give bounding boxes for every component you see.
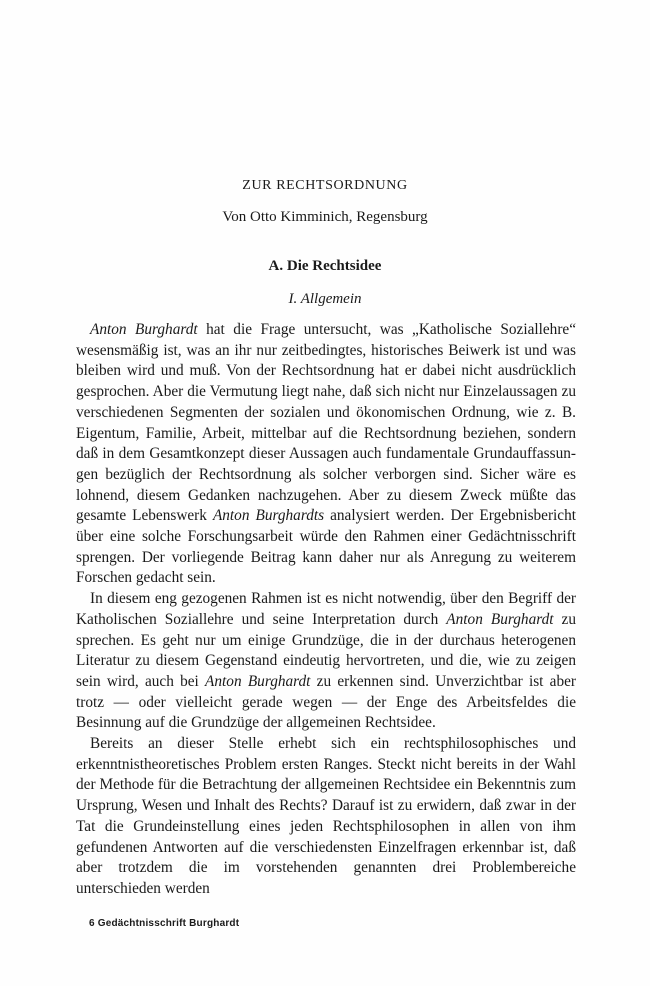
text-run: zu sprechen. Es geht nur um einige Grundzüge, die in der durchaus heterogenen Literatur zu diesem Gegenstand eindeutig hervortreten, und die, wie zu zeigen sein wird, auch bei — [76, 610, 576, 690]
author-line: Von Otto Kimminich, Regensburg — [222, 209, 428, 225]
text-run: analysiert werden. Der Ergebnisbericht über eine solche Forschungsarbeit würde den Rahmen einer Gedächtnisschrift sprengen. Der vorliegende Beitrag kann daher nur als Anregung zu weiterem Forschen gedacht sein. — [76, 507, 576, 587]
page-footer: 6 Gedächtnisschrift Burghardt — [89, 918, 240, 929]
text-run: Anton Burghardt — [446, 610, 554, 628]
body-text — [76, 320, 576, 900]
text-run: Anton Burghardt — [90, 321, 198, 338]
text-run: Anton Burghardt — [205, 672, 311, 690]
paragraph-2 — [76, 589, 576, 734]
paragraph-3 — [76, 734, 576, 900]
paragraph-1 — [76, 320, 576, 589]
text-run: Bereits an dieser Stelle erhebt sich ein rechtsphilosophisches und erkenntnistheoretisches Problem ersten Ranges. Steckt nicht bereits in der Wahl der Methode für die Betrachtung der allgemeinen Rechtsidee ein Bekenntnis zum Ursprung, Wesen und Inhalt des Rechts? Darauf ist zu erwidern, daß zwar in der Tat die Grundeinstellung eines jeden Rechtsphilosophen in allen von ihm gefundenen Antworten auf die verschiedensten Einzelfragen erkennbar ist, daß aber trotzdem die im vorstehenden genannten drei Problembereiche unterschieden werden — [76, 735, 576, 897]
document-title: ZUR RECHTSORDNUNG — [242, 178, 408, 193]
text-run: zu erkennen sind. Unverzichtbar ist aber trotz — oder vielleicht gerade wegen — der Enge des Arbeitsfeldes die Besinnung auf die Grundzüge der allgemeinen Rechtsidee. — [76, 672, 576, 732]
section-heading: A. Die Rechtsidee — [268, 258, 382, 274]
subsection-heading: I. Allgemein — [288, 291, 362, 307]
text-run: Anton Burghardts — [212, 507, 325, 525]
text-run: In diesem eng gezogenen Rahmen ist es nicht notwendig, über den Begriff der Katholischen Soziallehre und seine Interpretation durch — [76, 590, 576, 628]
text-run: hat die Frage untersucht, was „Katholische Soziallehre“ wesensmäßig ist, was an ihr nur zeitbedingtes, historisches Beiwerk ist und was bleiben wird und muß. Von der Rechtsordnung hat er dabei nicht ausdrücklich gesprochen. Aber die Vermutung liegt nahe, daß sich nicht nur Einzelaussagen zu verschiedenen Segmenten der sozialen und ökonomischen Ordnung, wie z. B. Eigentum, Familie, Arbeit, mittelbar auf die Rechtsordnung beziehen, sondern daß in dem Gesamtkonzept dieser Aussagen auch fundamentale Grundauffassungen bezüglich der Rechtsordnung als solcher verborgen sind. Sicher wäre es lohnend, diesem Gedanken nachzugehen. Aber zu diesem Zweck müßte das gesamte Lebenswerk — [76, 321, 576, 525]
